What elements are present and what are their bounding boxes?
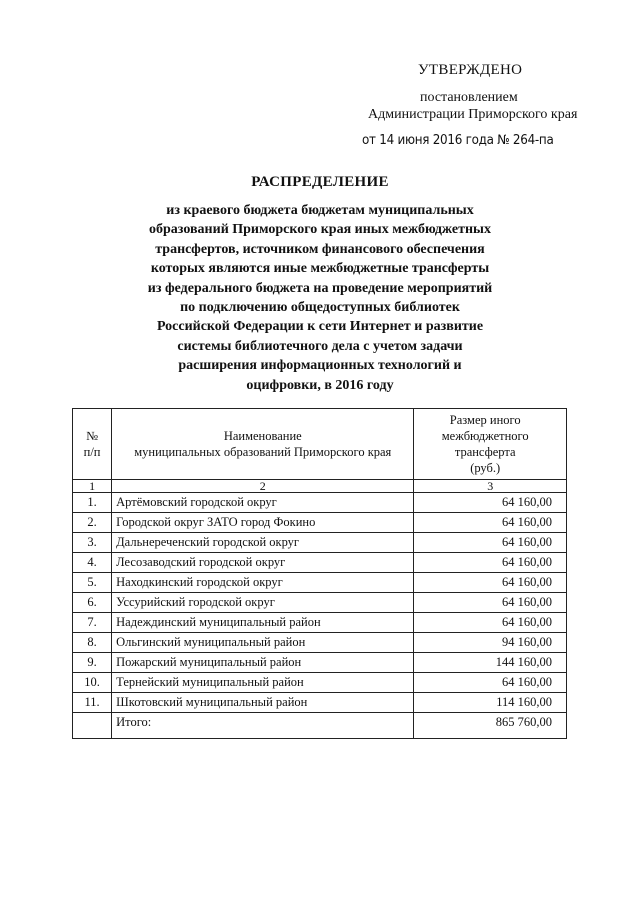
table-row xyxy=(73,633,567,653)
table-row xyxy=(73,573,567,593)
row-number: 11. xyxy=(73,693,112,713)
approval-decree-line: постановлением xyxy=(420,90,518,105)
total-amount: 865 760,00 xyxy=(414,713,567,739)
total-empty-cell xyxy=(73,713,112,739)
header-name: Наименование муниципальных образований Приморского края xyxy=(112,409,414,480)
table-row xyxy=(73,613,567,633)
subtitle-line: по подключению общедоступных библиотек xyxy=(180,300,460,316)
table-row xyxy=(73,693,567,713)
row-number: 4. xyxy=(73,553,112,573)
table-row xyxy=(73,673,567,693)
approval-authority-line: Администрации Приморского края xyxy=(368,107,578,122)
subtitle-line: расширения информационных технологий и xyxy=(178,358,462,374)
table-body xyxy=(73,480,567,739)
row-number: 6. xyxy=(73,593,112,613)
row-municipality: Шкотовский муниципальный район xyxy=(112,693,414,713)
column-index-1: 1 xyxy=(73,480,112,493)
row-amount: 64 160,00 xyxy=(414,553,567,573)
row-amount: 144 160,00 xyxy=(414,653,567,673)
table-row xyxy=(73,513,567,533)
row-municipality: Надеждинский муниципальный район xyxy=(112,613,414,633)
row-municipality: Артёмовский городской округ xyxy=(112,493,414,513)
row-amount: 64 160,00 xyxy=(414,673,567,693)
row-number: 7. xyxy=(73,613,112,633)
document-subtitle xyxy=(100,201,540,395)
row-number: 5. xyxy=(73,573,112,593)
row-amount: 64 160,00 xyxy=(414,593,567,613)
column-index-row xyxy=(73,480,567,493)
row-municipality: Находкинский городской округ xyxy=(112,573,414,593)
row-municipality: Городской округ ЗАТО город Фокино xyxy=(112,513,414,533)
subtitle-line: из федерального бюджета на проведение мероприятий xyxy=(147,280,493,296)
header-num: № п/п xyxy=(73,409,112,480)
column-index-3: 3 xyxy=(414,480,567,493)
total-label: Итого: xyxy=(112,713,414,739)
subtitle-line: трансфертов, источником финансового обеспечения xyxy=(155,241,485,257)
row-number: 3. xyxy=(73,533,112,553)
subtitle-line: которых являются иные межбюджетные трансферты xyxy=(150,261,490,277)
row-number: 9. xyxy=(73,653,112,673)
row-municipality: Лесозаводский городской округ xyxy=(112,553,414,573)
table-header-row xyxy=(73,409,567,480)
row-amount: 64 160,00 xyxy=(414,613,567,633)
subtitle-line: Российской Федерации к сети Интернет и развитие xyxy=(156,319,484,335)
row-municipality: Уссурийский городской округ xyxy=(112,593,414,613)
row-number: 2. xyxy=(73,513,112,533)
row-municipality: Тернейский муниципальный район xyxy=(112,673,414,693)
approval-date-line: от 14 июня 2016 года № 264-па xyxy=(362,133,554,148)
approval-title: УТВЕРЖДЕНО xyxy=(418,62,523,78)
subtitle-line: из краевого бюджета бюджетам муниципальных xyxy=(166,203,474,218)
row-amount: 64 160,00 xyxy=(414,513,567,533)
subtitle-line: системы библиотечного дела с учетом задачи xyxy=(177,338,463,354)
row-number: 1. xyxy=(73,493,112,513)
document-heading: РАСПРЕДЕЛЕНИЕ xyxy=(251,174,389,190)
table-row xyxy=(73,493,567,513)
row-municipality: Дальнереченский городской округ xyxy=(112,533,414,553)
table-row xyxy=(73,593,567,613)
table-row xyxy=(73,553,567,573)
row-number: 10. xyxy=(73,673,112,693)
subtitle-line: оцифровки, в 2016 году xyxy=(246,377,394,393)
table-row xyxy=(73,653,567,673)
column-index-2: 2 xyxy=(112,480,414,493)
row-amount: 64 160,00 xyxy=(414,533,567,553)
subtitle-line: образований Приморского края иных межбюджетных xyxy=(149,222,491,238)
row-amount: 64 160,00 xyxy=(414,573,567,593)
row-municipality: Ольгинский муниципальный район xyxy=(112,633,414,653)
total-row xyxy=(73,713,567,739)
header-amount: Размер иного межбюджетного трансферта (руб.) xyxy=(414,409,567,480)
row-municipality: Пожарский муниципальный район xyxy=(112,653,414,673)
row-number: 8. xyxy=(73,633,112,653)
row-amount: 64 160,00 xyxy=(414,493,567,513)
distribution-table xyxy=(72,408,567,739)
row-amount: 114 160,00 xyxy=(414,693,567,713)
row-amount: 94 160,00 xyxy=(414,633,567,653)
table-row xyxy=(73,533,567,553)
